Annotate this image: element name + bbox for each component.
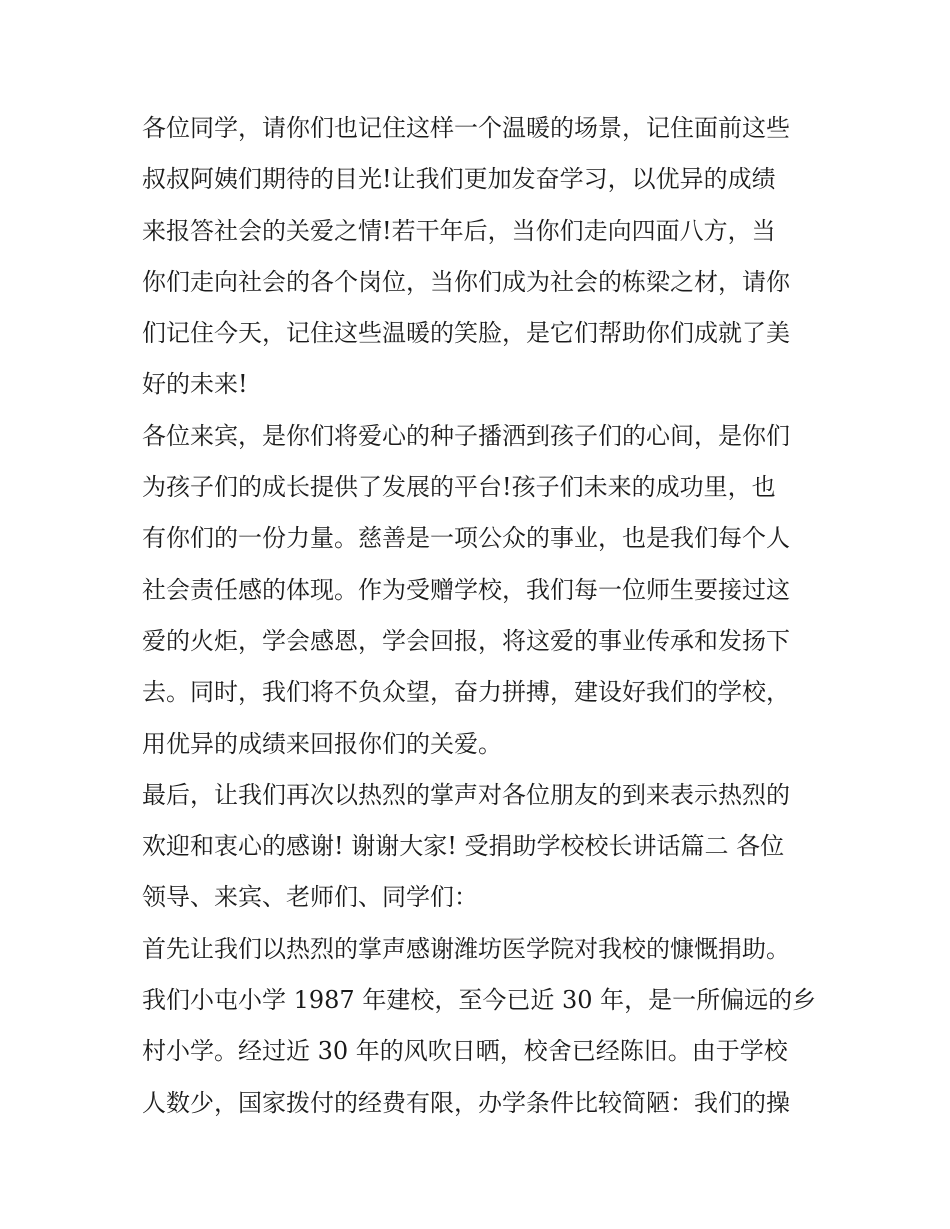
text-line: 领导、来宾、老师们、同学们： (142, 883, 478, 912)
text-line: 最后，让我们再次以热烈的掌声对各位朋友的到来表示热烈的 (142, 780, 790, 809)
text-line: 们记住今天，记住这些温暖的笑脸，是它们帮助你们成就了美 (142, 319, 790, 348)
text-line: 村小学。经过近 30 年的风吹日晒，校舍已经陈旧。由于学校 (142, 1037, 788, 1066)
text-line: 欢迎和衷心的感谢! 谢谢大家! 受捐助学校校长讲话篇二 各位 (142, 832, 785, 861)
text-line: 有你们的一份力量。慈善是一项公众的事业，也是我们每个人 (142, 524, 790, 553)
text-line: 好的未来! (142, 370, 248, 399)
text-line: 我们小屯小学 1987 年建校，至今已近 30 年，是一所偏远的乡 (142, 986, 817, 1015)
document-body (142, 103, 817, 1129)
text-line: 用优异的成绩来回报你们的关爱。 (142, 729, 502, 758)
text-line: 去。同时，我们将不负众望，奋力拼搏，建设好我们的学校， (142, 678, 790, 707)
text-line: 人数少，国家拨付的经费有限，办学条件比较简陋：我们的操 (142, 1088, 790, 1117)
text-line: 为孩子们的成长提供了发展的平台!孩子们未来的成功里，也 (142, 473, 776, 502)
text-line: 社会责任感的体现。作为受赠学校，我们每一位师生要接过这 (142, 575, 790, 604)
text-line: 各位来宾，是你们将爱心的种子播洒到孩子们的心间，是你们 (142, 421, 790, 450)
text-line: 各位同学，请你们也记住这样一个温暖的场景，记住面前这些 (142, 114, 790, 142)
text-line: 你们走向社会的各个岗位，当你们成为社会的栋梁之材，请你 (142, 267, 790, 296)
text-line: 首先让我们以热烈的掌声感谢潍坊医学院对我校的慷慨捐助。 (142, 934, 790, 963)
text-line: 爱的火炬，学会感恩，学会回报，将这爱的事业传承和发扬下 (142, 626, 790, 655)
text-line: 叔叔阿姨们期待的目光!让我们更加发奋学习，以优异的成绩 (142, 165, 776, 194)
text-line: 来报答社会的关爱之情!若干年后，当你们走向四面八方，当 (142, 216, 776, 245)
